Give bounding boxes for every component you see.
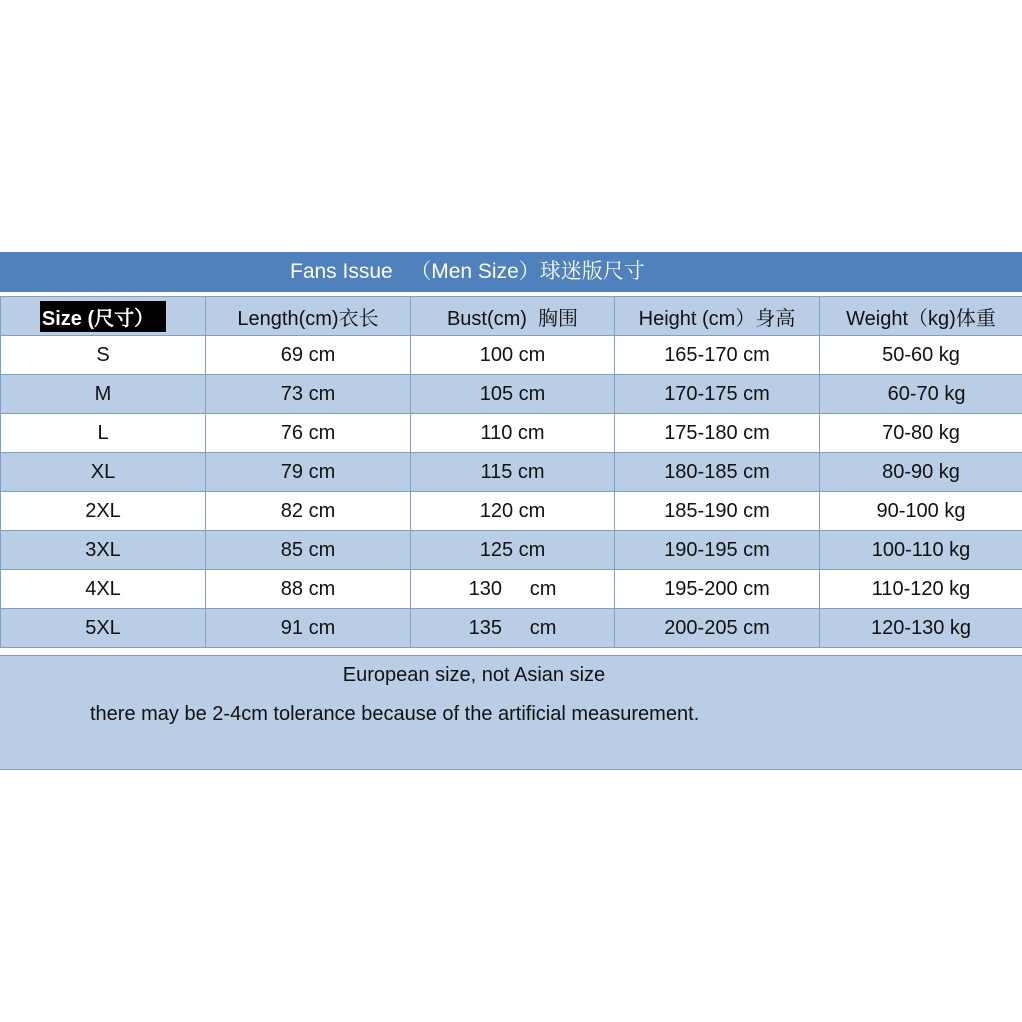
cell-size: S: [1, 336, 206, 375]
header-size-label: Size (尺寸）: [40, 301, 166, 332]
cell-weight: 120-130 kg: [820, 609, 1022, 648]
cell-height: 180-185 cm: [615, 453, 820, 492]
cell-size: 3XL: [1, 531, 206, 570]
table-row: [1, 336, 1022, 375]
cell-length: 79 cm: [206, 453, 411, 492]
cell-weight: 110-120 kg: [820, 570, 1022, 609]
table-row: [1, 453, 1022, 492]
table-row: [1, 492, 1022, 531]
cell-length: 85 cm: [206, 531, 411, 570]
table-row: [1, 570, 1022, 609]
cell-length: 82 cm: [206, 492, 411, 531]
table-row: [1, 609, 1022, 648]
cell-length: 73 cm: [206, 375, 411, 414]
size-chart: [0, 252, 1022, 770]
cell-bust: 125 cm: [411, 531, 615, 570]
cell-length: 91 cm: [206, 609, 411, 648]
cell-size: XL: [1, 453, 206, 492]
cell-size: 2XL: [1, 492, 206, 531]
cell-bust: 130 cm: [411, 570, 615, 609]
cell-height: 185-190 cm: [615, 492, 820, 531]
cell-height: 165-170 cm: [615, 336, 820, 375]
header-size: [1, 297, 206, 336]
header-length: Length(cm)衣长: [206, 297, 411, 336]
header-height: Height (cm）身高: [615, 297, 820, 336]
table-row: [1, 375, 1022, 414]
cell-length: 69 cm: [206, 336, 411, 375]
cell-bust: 120 cm: [411, 492, 615, 531]
cell-bust: 105 cm: [411, 375, 615, 414]
cell-weight: 50-60 kg: [820, 336, 1022, 375]
cell-bust: 100 cm: [411, 336, 615, 375]
cell-size: 4XL: [1, 570, 206, 609]
table-row: [1, 414, 1022, 453]
cell-length: 76 cm: [206, 414, 411, 453]
note-european-size: European size, not Asian size: [342, 664, 606, 686]
cell-bust: 110 cm: [411, 414, 615, 453]
table-row: [1, 531, 1022, 570]
cell-size: 5XL: [1, 609, 206, 648]
note-tolerance: there may be 2-4cm tolerance because of the artificial measurement.: [90, 703, 700, 725]
cell-length: 88 cm: [206, 570, 411, 609]
cell-height: 190-195 cm: [615, 531, 820, 570]
cell-weight: 70-80 kg: [820, 414, 1022, 453]
cell-weight: 90-100 kg: [820, 492, 1022, 531]
cell-size: M: [1, 375, 206, 414]
cell-weight: 100-110 kg: [820, 531, 1022, 570]
cell-bust: 135 cm: [411, 609, 615, 648]
chart-title: Fans Issue （Men Size）球迷版尺寸: [0, 252, 1022, 292]
cell-size: L: [1, 414, 206, 453]
cell-weight: 80-90 kg: [820, 453, 1022, 492]
cell-bust: 115 cm: [411, 453, 615, 492]
cell-height: 195-200 cm: [615, 570, 820, 609]
header-weight: Weight（kg)体重: [820, 297, 1022, 336]
table-header-row: [1, 297, 1022, 336]
cell-height: 200-205 cm: [615, 609, 820, 648]
header-bust: Bust(cm) 胸围: [411, 297, 615, 336]
cell-height: 170-175 cm: [615, 375, 820, 414]
cell-weight: 60-70 kg: [820, 375, 1022, 414]
notes-panel: [0, 655, 1022, 770]
size-table: [0, 296, 1022, 648]
cell-height: 175-180 cm: [615, 414, 820, 453]
